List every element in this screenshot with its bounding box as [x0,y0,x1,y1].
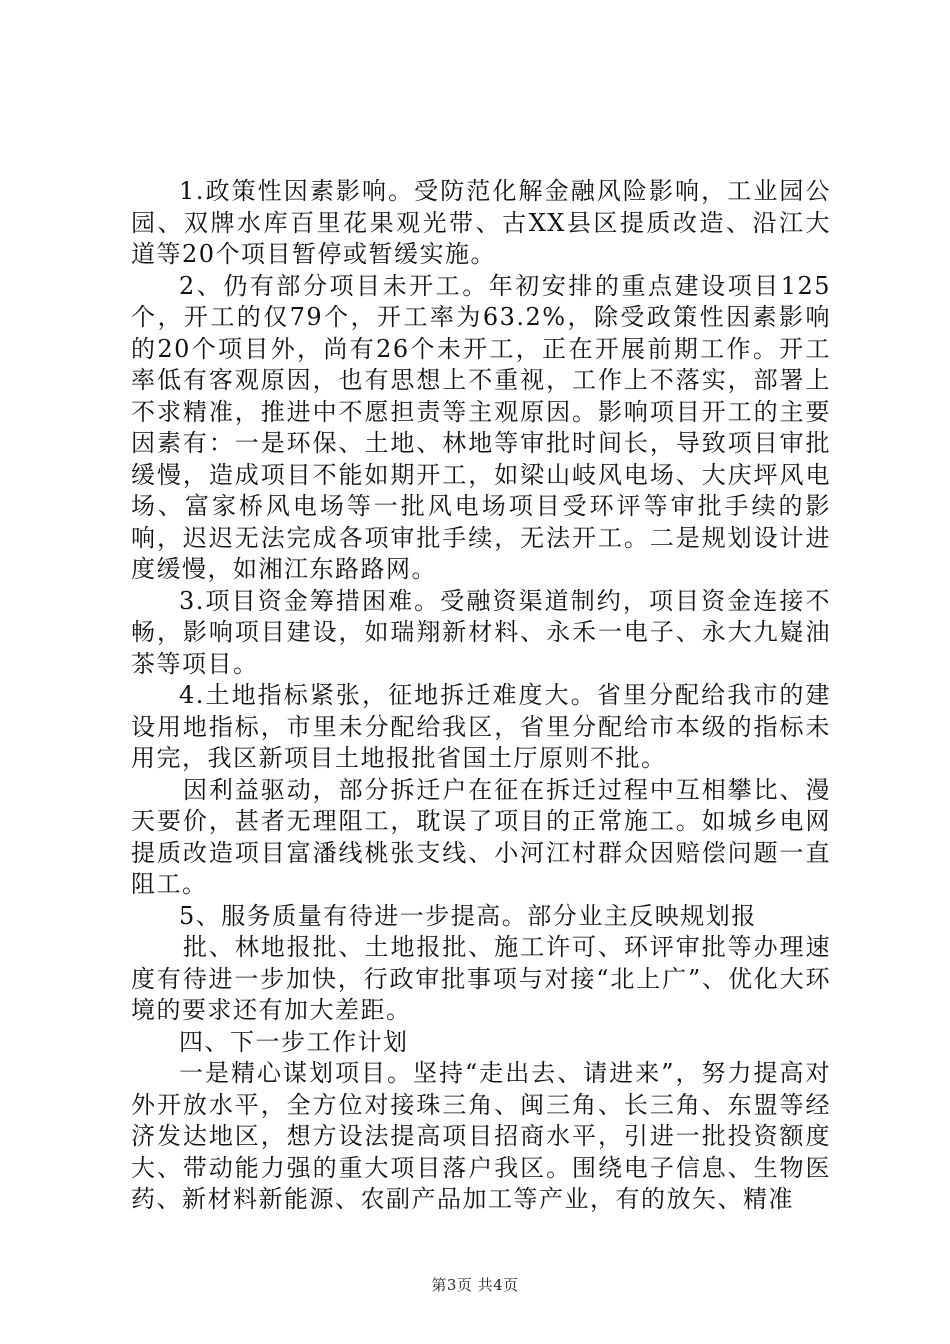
document-body [131,176,831,1216]
section-heading-next-plan: 四、下一步工作计划 [179,1027,409,1056]
paragraph-land-quota: 4.土地指标紧张，征地拆迁难度大。省里分配给我市的建设用地指标，市里未分配给我区，省里分配给市本级的指标未用完，我区新项目土地报批省国土厅原则不批。 [131,681,831,772]
paragraph-service-quality: 5、服务质量有待进一步提高。部分业主反映规划报 [179,901,757,930]
paragraph-funding-difficulty: 3.项目资金筹措困难。受融资渠道制约，项目资金连接不畅，影响项目建设，如瑞翔新材料、永禾一电子、永大九嶷油茶等项目。 [131,586,831,678]
paragraph-project-planning: 一是精心谋划项目。坚持“走出去、请进来”，努力提高对外开放水平，全方位对接珠三角、闽三角、长三角、东盟等经济发达地区，想方设法提高项目招商水平，引进一批投资额度大、带动能力强的重大项目落户我区。围绕电子信息、生物医药、新材料新能源、农副产品加工等产业，有的放矢、精准 [131,1059,831,1213]
paragraph-policy-factors: 1.政策性因素影响。受防范化解金融风险影响，工业园公园、双牌水库百里花果观光带、古XX县区提质改造、沿江大道等20个项目暂停或暂缓实施。 [131,177,831,268]
page-footer: 第3页 共4页 [431,1276,519,1294]
paragraph-demolition: 因利益驱动，部分拆迁户在征在拆迁过程中互相攀比、漫天要价，甚者无理阻工，耽误了项目的正常施工。如城乡电网提质改造项目富潘线桃张支线、小河江村群众因赔偿问题一直阻工。 [131,775,831,898]
paragraph-unstarted-projects: 2、仍有部分项目未开工。年初安排的重点建设项目125个，开工的仅79个，开工率为63.2%，除受政策性因素影响的20个项目外，尚有26个未开工，正在开展前期工作。开工率低有客观原因，也有思想上不重视，工作上不落实，部署上不求精准，推进中不愿担责等主观原因。影响项目开工的主要因素有：一是环保、土地、林地等审批时间长，导致项目审批缓慢，造成项目不能如期开工，如梁山岐风电场、大庆坪风电场、富家桥风电场等一批风电场项目受环评等审批手续的影响，迟迟无法完成各项审批手续，无法开工。二是规划设计进度缓慢，如湘江东路路网。 [131,271,831,583]
paragraph-service-quality-continued: 批、林地报批、土地报批、施工许可、环评审批等办理速度有待进一步加快，行政审批事项与对接“北上广”、优化大环境的要求还有加大差距。 [131,933,831,1024]
